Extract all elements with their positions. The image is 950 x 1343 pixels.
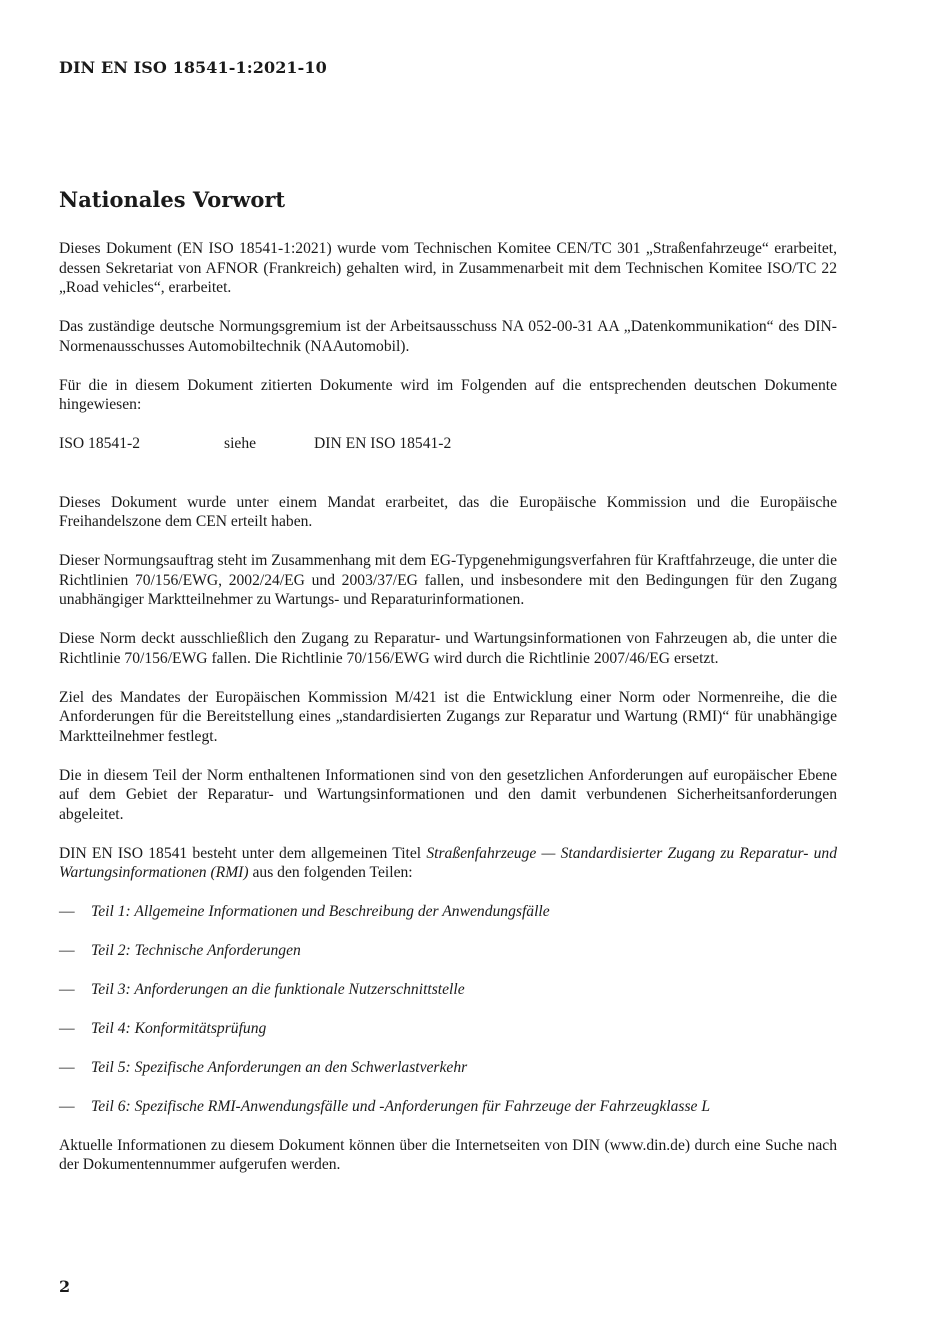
list-item-text: Teil 6: Spezifische RMI-Anwendungsfälle und -Anforderungen für Fahrzeuge der Fahrzeugklasse L bbox=[91, 1097, 711, 1115]
list-item bbox=[59, 980, 837, 1000]
list-item bbox=[59, 902, 837, 922]
list-item bbox=[59, 941, 837, 961]
document-page bbox=[59, 0, 837, 1343]
reference-din: DIN EN ISO 18541-2 bbox=[314, 435, 452, 453]
dash-bullet: — bbox=[59, 1097, 75, 1115]
paragraph-scope: Diese Norm deckt ausschließlich den Zugang zu Reparatur- und Wartungsinformationen von Fahrzeugen ab, die unter die Richtlinie 70/156/EWG fallen. Die Richtlinie 70/156/EWG wird durch die Richtlinie 2007/46/EG ersetzt. bbox=[59, 630, 837, 667]
dash-bullet: — bbox=[59, 981, 75, 998]
paragraph-mandate-goal: Ziel des Mandates der Europäischen Kommission M/421 ist die Entwicklung einer Norm oder Normenreihe, die die Anforderungen für die Bereitstellung eines „standardisierten Zugangs zur Reparatur und Wartung (RMI)“ für unabhängige Marktteilnehmer festlegt. bbox=[59, 688, 837, 745]
parts-intro-lead: DIN EN ISO 18541 besteht unter dem allgemeinen Titel bbox=[59, 844, 427, 862]
list-item-text: Teil 5: Spezifische Anforderungen an den Schwerlastverkehr bbox=[91, 1058, 468, 1076]
paragraph-committee: Dieses Dokument (EN ISO 18541-1:2021) wurde vom Technischen Komitee CEN/TC 301 „Straßenfahrzeuge“ erarbeitet, dessen Sekretariat von AFNOR (Frankreich) gehalten wird, in Zusammenarbeit mit dem Technischen Komitee ISO/TC 22 „Road vehicles“, erarbeitet. bbox=[59, 240, 837, 297]
reference-iso: ISO 18541-2 bbox=[59, 435, 140, 453]
reference-see: siehe bbox=[224, 435, 257, 453]
paragraph-responsible-body: Das zuständige deutsche Normungsgremium ist der Arbeitsausschuss NA 052-00-31 AA „Datenkommunikation“ des DIN-Normenausschusses Automobiltechnik (NAAutomobil). bbox=[59, 318, 837, 355]
paragraph-references-intro: Für die in diesem Dokument zitierten Dokumente wird im Folgenden auf die entsprechenden deutschen Dokumente hingewiesen: bbox=[59, 376, 837, 414]
dash-bullet: — bbox=[59, 1019, 75, 1037]
paragraph-current-info: Aktuelle Informationen zu diesem Dokument können über die Internetseiten von DIN (www.din.de) durch eine Suche nach der Dokumentennummer aufgerufen werden. bbox=[59, 1136, 837, 1174]
dash-bullet: — bbox=[59, 903, 75, 921]
paragraph-requirements-source: Die in diesem Teil der Norm enthaltenen Informationen sind von den gesetzlichen Anforderungen auf europäischer Ebene auf dem Gebiet der Reparatur- und Wartungsinformationen und den damit verbundenen Sicherheitsanforderungen abgeleitet. bbox=[59, 766, 837, 823]
section-title: Nationales Vorwort bbox=[59, 187, 286, 212]
page-number: 2 bbox=[59, 1277, 71, 1296]
list-item-text: Teil 2: Technische Anforderungen bbox=[91, 942, 301, 960]
dash-bullet: — bbox=[59, 1058, 75, 1076]
list-item-text: Teil 1: Allgemeine Informationen und Beschreibung der Anwendungsfälle bbox=[91, 903, 550, 921]
paragraph-parts-intro bbox=[59, 844, 837, 883]
parts-intro-title: Straßenfahrzeuge — Standardisierter Zugang zu Reparatur- und Wartungsinformationen (RMI) bbox=[59, 844, 837, 882]
list-item bbox=[59, 1058, 837, 1078]
paragraph-standardization-order: Dieser Normungsauftrag steht im Zusammenhang mit dem EG-Typgenehmigungsverfahren für Kraftfahrzeuge, die unter die Richtlinien 70/156/EWG, 2002/24/EG und 2003/37/EG fallen, und insbesondere mit den Bedingungen für den Zugang unabhängiger Marktteilnehmer zu Wartungs- und Reparaturinformationen. bbox=[59, 552, 837, 609]
paragraph-mandate: Dieses Dokument wurde unter einem Mandat erarbeitet, das die Europäische Kommission und die Europäische Freihandelszone dem CEN erteilt haben. bbox=[59, 493, 837, 531]
parts-intro-tail: aus den folgenden Teilen: bbox=[248, 864, 413, 882]
spacer bbox=[59, 473, 837, 493]
list-item bbox=[59, 1097, 837, 1117]
list-item-text: Teil 4: Konformitätsprüfung bbox=[91, 1019, 267, 1037]
document-id-header: DIN EN ISO 18541-1:2021-10 bbox=[59, 58, 327, 77]
dash-bullet: — bbox=[59, 942, 75, 960]
list-item bbox=[59, 1019, 837, 1039]
foreword-body bbox=[59, 239, 837, 1194]
reference-row bbox=[59, 434, 837, 454]
list-item-text: Teil 3: Anforderungen an die funktionale Nutzerschnittstelle bbox=[91, 981, 465, 998]
